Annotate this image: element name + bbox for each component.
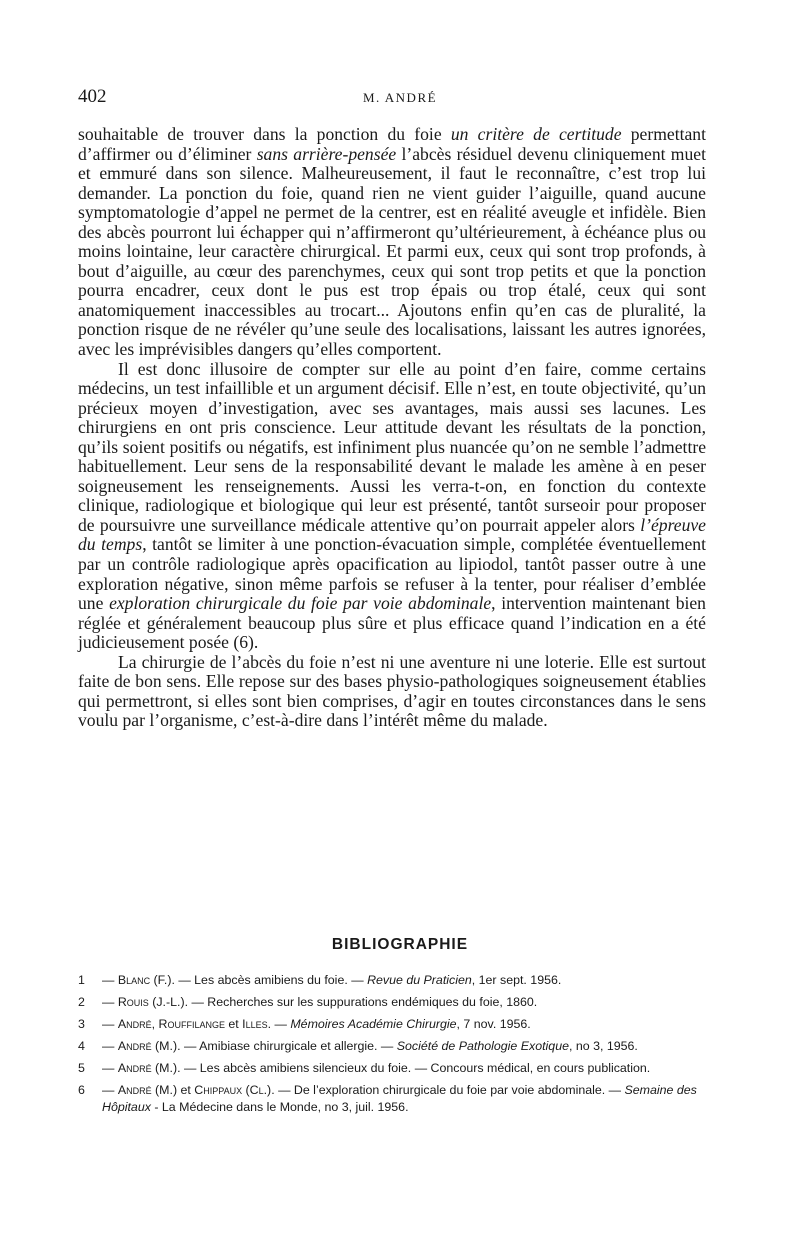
text-run: . — Recherches sur les suppurations endémiques du foie, 1860. <box>184 995 538 1010</box>
body-text <box>78 125 706 731</box>
text-run: . — Les abcès amibiens du foie. — <box>171 973 368 987</box>
bibliography-item <box>78 994 706 1011</box>
bibliography-number: 4 <box>78 1039 85 1054</box>
paragraph-3 <box>78 653 706 731</box>
text-run: — <box>102 973 118 987</box>
italic-text: Société de Pathologie Exotique <box>396 1039 569 1054</box>
bibliography-list <box>78 972 706 1121</box>
text-run: . — Amibiase chirurgicale et allergie. — <box>177 1039 397 1054</box>
bibliography-text <box>102 995 537 1009</box>
text-run: , intervention maintenant bien réglée et généralement beaucoup plus sûre et plus efficace quand l’indication en a été judicieusement posée (6). <box>78 593 706 653</box>
bibliography-text <box>102 1039 638 1053</box>
italic-text: Mémoires Académie Chirurgie <box>290 1017 457 1032</box>
text-run: , 7 nov. 1956. <box>456 1017 531 1032</box>
bibliography-number: 2 <box>78 995 85 1010</box>
author-name: Illes <box>242 1017 268 1032</box>
bibliography-text <box>102 1083 697 1114</box>
bibliography-number: 6 <box>78 1083 85 1098</box>
text-run: — <box>102 995 118 1010</box>
bibliography-heading: BIBLIOGRAPHIE <box>331 936 469 953</box>
text-run: — <box>102 1017 118 1032</box>
bibliography-number: 5 <box>78 1061 85 1076</box>
italic-text: un critère de certitude <box>450 124 622 144</box>
italic-text: l’épreuve du temps <box>78 514 706 555</box>
running-head: M. ANDRÉ <box>362 90 438 105</box>
author-name: André (M.) <box>117 1061 178 1076</box>
author-name: André (M.) <box>117 1039 178 1054</box>
text-run: — <box>102 1039 118 1054</box>
bibliography-number: 1 <box>78 973 85 987</box>
text-run: , 1er sept. 1956. <box>471 973 562 987</box>
italic-text: exploration chirurgicale du foie par voie abdominale <box>109 593 492 614</box>
text-run: l’abcès résiduel devenu cliniquement muet et emmuré dans son silence. Malheureusement, il faut le reconnaître, c’est trop lui demander. La ponction du foie, quand rien ne vient guider l’aiguille, quand aucune symptomatologie d’appel ne permet de la centrer, est en réalité aveugle et infidèle. Bien des abcès pourront lui échapper qui n’affirmeront qu’ultérieurement, à échéance plus ou moins lointaine, leur caractère chirurgical. Et parmi eux, ceux qui sont trop profonds, à bout d’aiguille, au cœur des parenchymes, ceux qui sont trop petits et que la ponction pourra encadrer, ceux dont le pus est trop épais ou trop étalé, ceux qui sont anatomiquement inaccessibles au trocart... Ajoutons enfin qu’en cas de pluralité, la ponction risque de ne révéler qu’une seule des localisations, laissant les autres ignorées, avec les imprévisibles dangers qu’elles comportent. <box>78 143 706 360</box>
bibliography-text <box>102 1061 650 1075</box>
text-run: . — Les abcès amibiens silencieux du foie. — Concours médical, en cours publication. <box>177 1061 651 1076</box>
paragraph-1 <box>78 125 706 360</box>
text-run: - La Médecine dans le Monde, no 3, juil. 1956. <box>150 1100 409 1115</box>
bibliography-item <box>78 1038 706 1055</box>
author-name: Chippaux (Cl.) <box>194 1083 272 1098</box>
page-number: 402 <box>78 86 107 107</box>
text-run: La chirurgie de l’abcès du foie n’est ni une aventure ni une loterie. Elle est surtout faite de bon sens. Elle repose sur des bases physio-pathologiques soigneusement établies qui permettront, si elles sont bien comprises, d’agir en toutes circonstances dans le sens voulu par l’organisme, c’est-à-dire dans l’intérêt même du malade. <box>78 651 706 731</box>
bibliography-text <box>102 1017 531 1031</box>
bibliography-item <box>78 1016 706 1033</box>
text-run: . — De l’exploration chirurgicale du foie par voie abdominale. — <box>271 1083 625 1098</box>
author-name: André (M.) <box>117 1083 178 1098</box>
author-name: André, Rouffilange <box>117 1017 225 1032</box>
bibliography-item <box>78 1082 706 1115</box>
bibliography-item <box>78 972 706 989</box>
bibliography-text <box>102 973 561 987</box>
text-run: , no 3, 1956. <box>568 1039 638 1054</box>
text-run: souhaitable de trouver dans la ponction du foie <box>78 124 451 144</box>
text-run: . — <box>267 1017 291 1032</box>
author-name: Blanc (F.) <box>117 973 172 987</box>
bibliography-item <box>78 1060 706 1077</box>
bibliography-number: 3 <box>78 1017 85 1032</box>
author-name: Rouis (J.-L.) <box>117 995 185 1010</box>
text-run: — <box>102 1083 118 1098</box>
text-run: — <box>102 1061 118 1076</box>
text-run: Il est donc illusoire de compter sur elle au point d’en faire, comme certains médecins, un test infaillible et un argument décisif. Elle n’est, en toute objectivité, qu’un précieux moyen d’investigation, avec ses avantages, mais aussi ses lacunes. Les chirurgiens en ont pris conscience. Leur attitude devant les résultats de la ponction, qu’ils soient positifs ou négatifs, est infiniment plus nuancée qu’on ne semble l’admettre habituellement. Leur sens de la responsabilité devant le malade les amène à en peser soigneusement les renseignements. Aussi les verra-t-on, en fonction du contexte clinique, radiologique et biologique qui leur est présenté, tantôt surseoir pour proposer de poursuivre une surveillance médicale attentive qu’on pourrait appeler alors <box>78 358 706 535</box>
italic-text: Revue du Praticien <box>367 973 472 987</box>
paragraph-2 <box>78 360 706 653</box>
page-header <box>78 86 722 112</box>
text-run: , tantôt se limiter à une ponction-évacuation simple, complétée éventuellement par un contrôle radiologique après opacification au lipiodol, tantôt passer outre à une exploration négative, sinon même parfois se refuser à la tenter, pour réaliser d’emblée une <box>78 534 706 614</box>
text-run: permettant d’affirmer ou d’éliminer <box>78 124 706 164</box>
text-run: et <box>224 1017 243 1032</box>
italic-text: Semaine des Hôpitaux <box>102 1083 697 1115</box>
italic-text: sans arrière-pensée <box>256 143 397 164</box>
text-run: et <box>177 1083 195 1098</box>
